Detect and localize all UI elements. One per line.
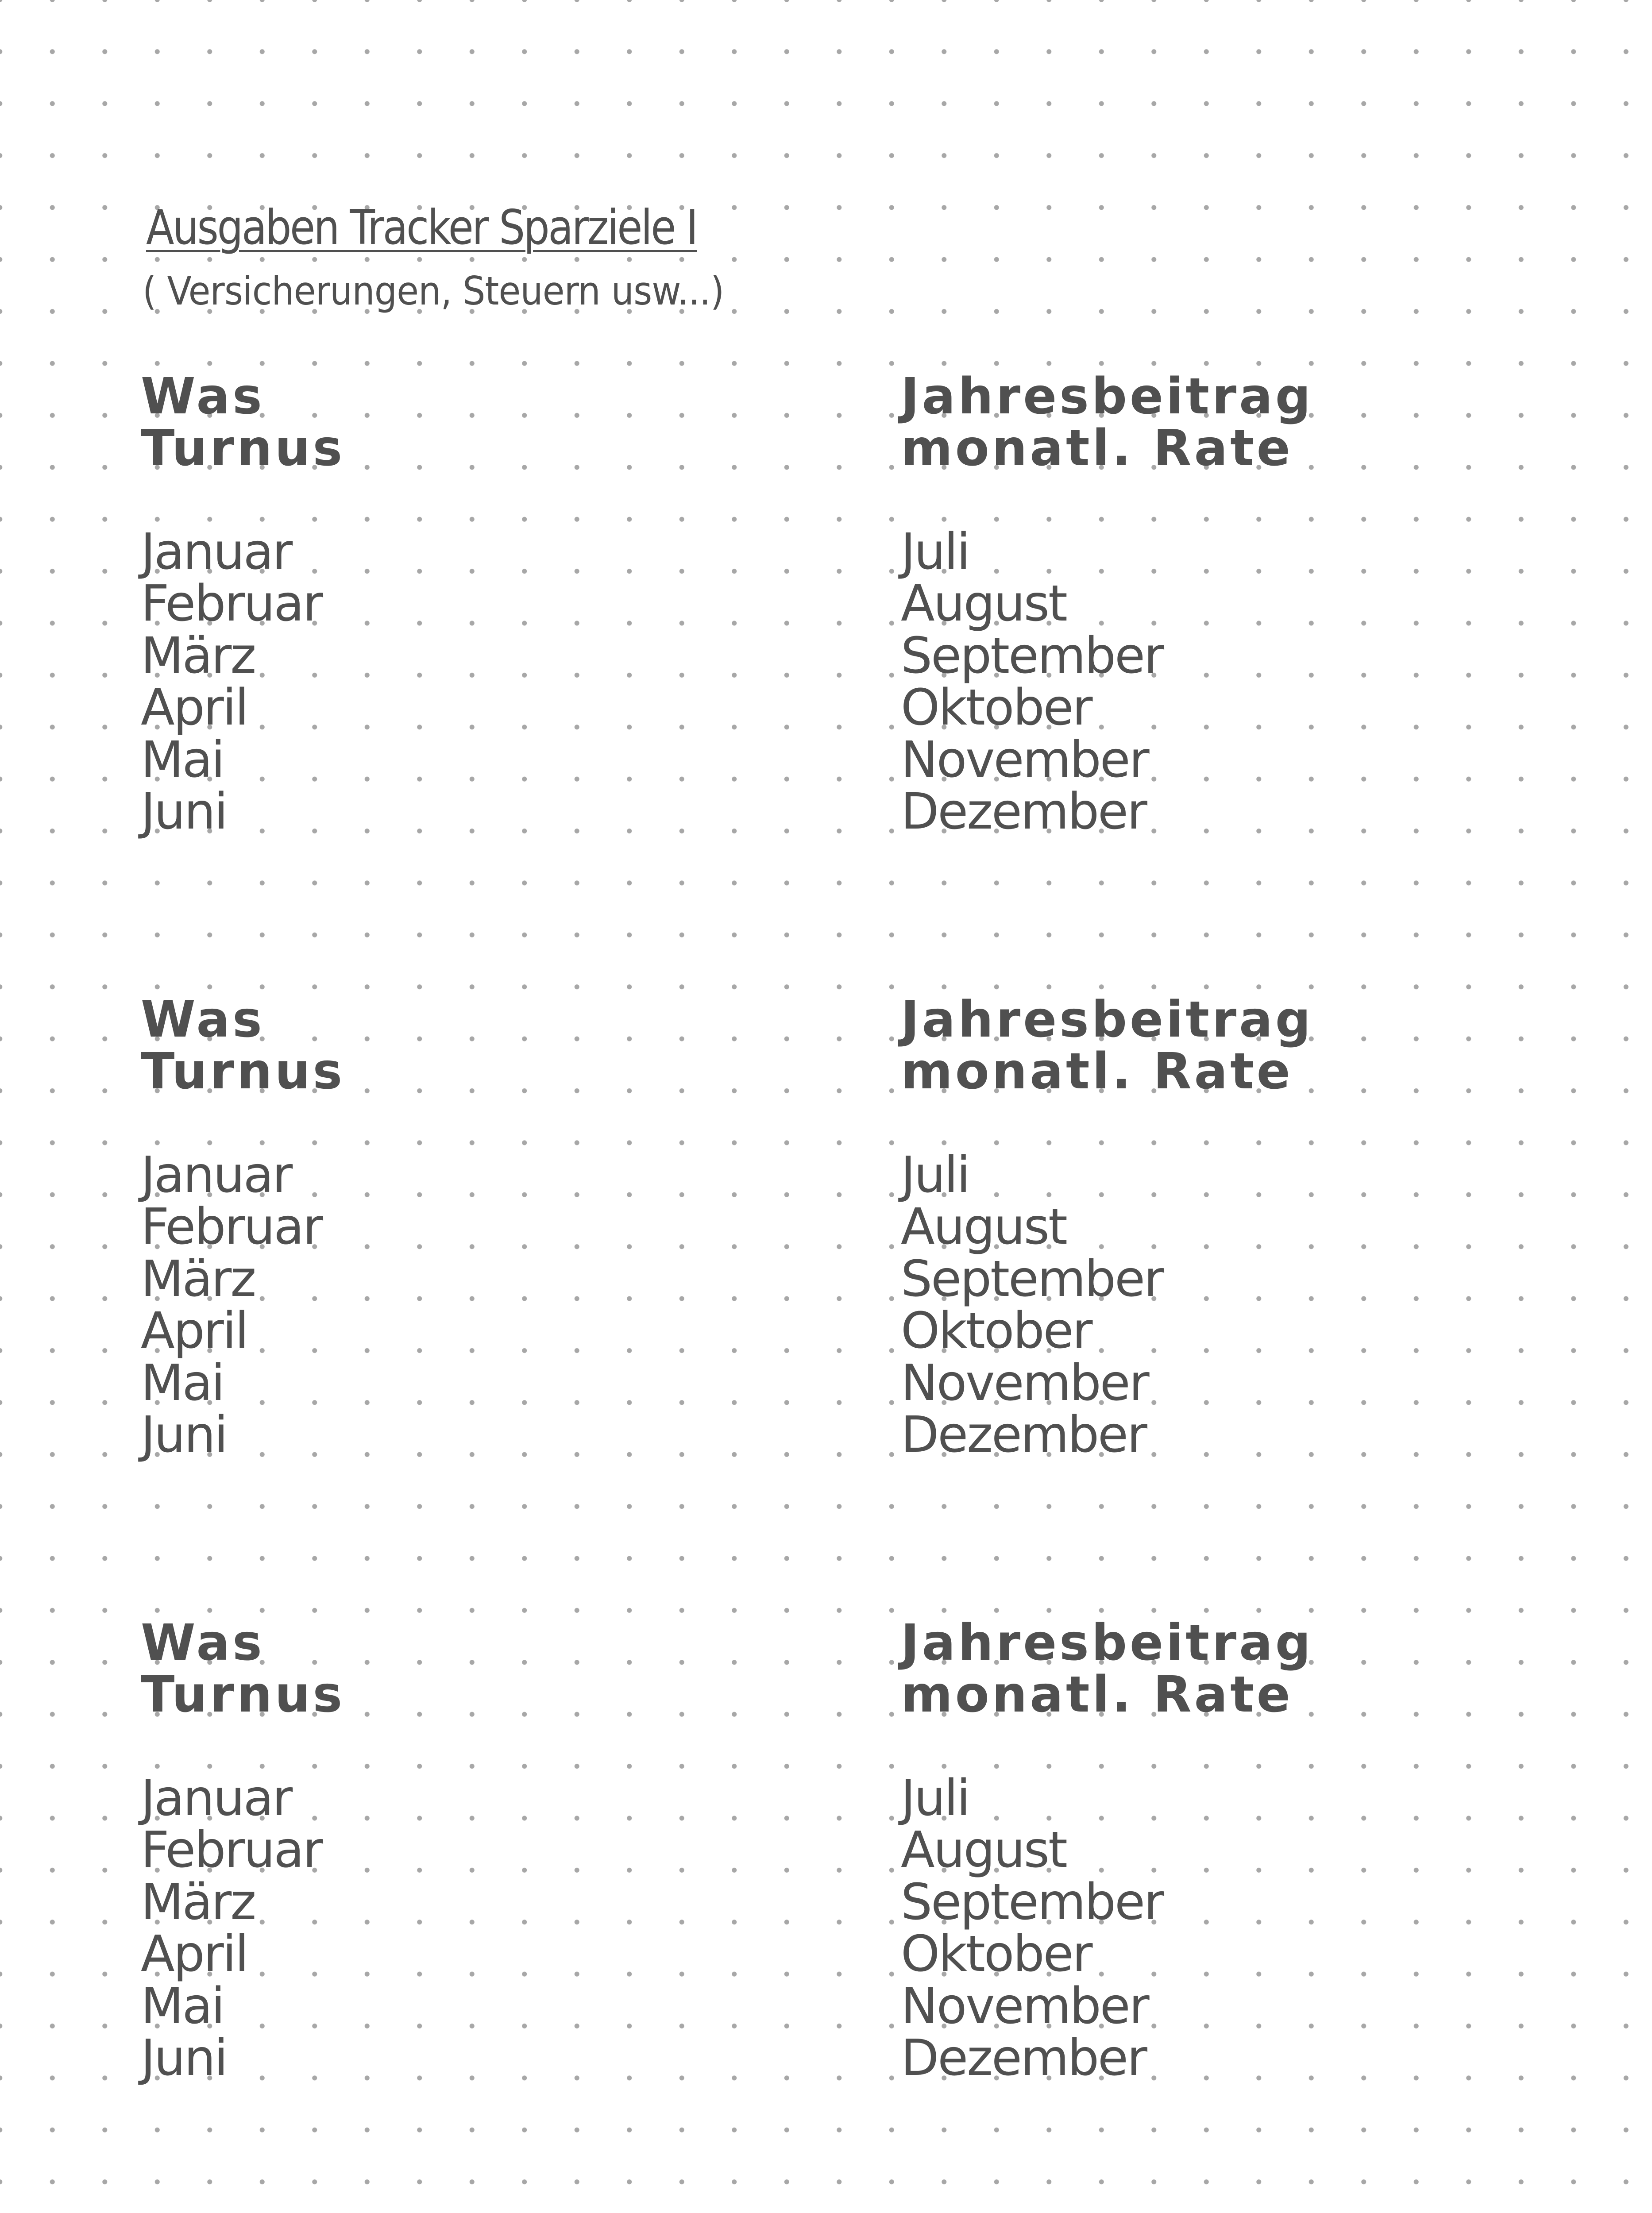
- header-monatl-rate: monatl. Rate: [901, 1043, 1293, 1100]
- month-list-second-half: [901, 1770, 1313, 2087]
- month-mai: Mai: [141, 731, 224, 789]
- month-september: September: [901, 627, 1163, 685]
- month-oktober: Oktober: [901, 1302, 1092, 1360]
- right-column: [901, 368, 1313, 841]
- month-april: April: [141, 679, 247, 737]
- month-juni: Juni: [141, 783, 227, 841]
- left-column: [141, 1614, 345, 2087]
- header-monatl-rate: monatl. Rate: [901, 1666, 1293, 1723]
- page-subtitle: ( Versicherungen, Steuern usw...): [143, 268, 724, 314]
- month-list-second-half: [901, 1146, 1313, 1464]
- left-column: [141, 368, 345, 841]
- month-august: August: [901, 575, 1066, 633]
- month-dezember: Dezember: [901, 1406, 1146, 1464]
- header-turnus: Turnus: [141, 1666, 345, 1723]
- month-august: August: [901, 1821, 1066, 1879]
- header-turnus: Turnus: [141, 420, 345, 477]
- month-juli: Juli: [901, 1770, 969, 1827]
- header-was: Was: [141, 1614, 265, 1672]
- month-september: September: [901, 1250, 1163, 1308]
- month-januar: Januar: [141, 1146, 292, 1204]
- month-november: November: [901, 1977, 1148, 2035]
- page-title: Ausgaben Tracker Sparziele I: [146, 200, 697, 255]
- month-mai: Mai: [141, 1977, 224, 2035]
- month-list-second-half: [901, 523, 1313, 841]
- month-maerz: März: [141, 627, 255, 685]
- month-februar: Februar: [141, 1198, 322, 1256]
- header-monatl-rate: monatl. Rate: [901, 420, 1293, 477]
- right-column: [901, 1614, 1313, 2087]
- month-mai: Mai: [141, 1354, 224, 1412]
- month-dezember: Dezember: [901, 783, 1146, 841]
- tracker-section-2: [0, 991, 1652, 1481]
- month-februar: Februar: [141, 575, 322, 633]
- month-april: April: [141, 1925, 247, 1983]
- right-column: [901, 991, 1313, 1464]
- tracker-section-3: [0, 1614, 1652, 2104]
- header-was: Was: [141, 991, 265, 1049]
- month-oktober: Oktober: [901, 679, 1092, 737]
- header-jahresbeitrag: Jahresbeitrag: [901, 1614, 1313, 1672]
- month-juli: Juli: [901, 523, 969, 581]
- month-oktober: Oktober: [901, 1925, 1092, 1983]
- header-was: Was: [141, 368, 265, 425]
- month-februar: Februar: [141, 1821, 322, 1879]
- month-april: April: [141, 1302, 247, 1360]
- month-dezember: Dezember: [901, 2029, 1146, 2087]
- tracker-section-1: [0, 368, 1652, 858]
- month-juni: Juni: [141, 1406, 227, 1464]
- month-september: September: [901, 1873, 1163, 1931]
- month-november: November: [901, 1354, 1148, 1412]
- month-maerz: März: [141, 1873, 255, 1931]
- month-list-first-half: [141, 1770, 345, 2087]
- month-januar: Januar: [141, 523, 292, 581]
- month-juni: Juni: [141, 2029, 227, 2087]
- header-jahresbeitrag: Jahresbeitrag: [901, 991, 1313, 1049]
- month-januar: Januar: [141, 1770, 292, 1827]
- month-maerz: März: [141, 1250, 255, 1308]
- month-list-first-half: [141, 523, 345, 841]
- month-august: August: [901, 1198, 1066, 1256]
- header-turnus: Turnus: [141, 1043, 345, 1100]
- month-juli: Juli: [901, 1146, 969, 1204]
- left-column: [141, 991, 345, 1464]
- month-november: November: [901, 731, 1148, 789]
- header-jahresbeitrag: Jahresbeitrag: [901, 368, 1313, 425]
- month-list-first-half: [141, 1146, 345, 1464]
